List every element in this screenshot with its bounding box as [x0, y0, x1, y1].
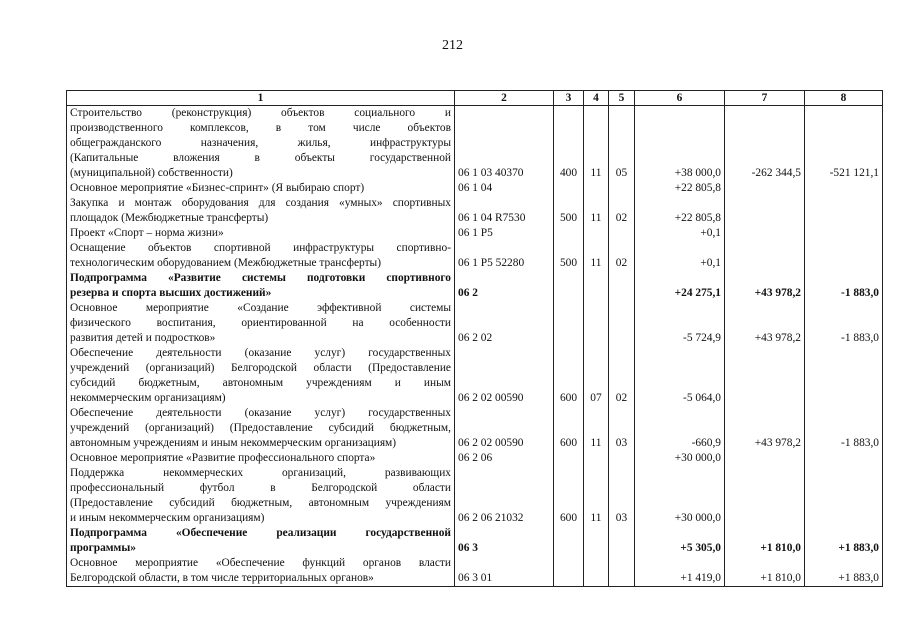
row-type-cell — [554, 451, 584, 466]
row-name-line: технологическим оборудованием (Межбюджетные трансферты) — [70, 257, 381, 269]
row-name-line: (Капитальные вложения в объекты государственной — [70, 152, 451, 164]
row-section-cell — [584, 556, 609, 587]
row-name-line: физического воспитания, ориентированной на особенности — [70, 317, 451, 329]
header-cell: 7 — [725, 91, 805, 106]
header-cell: 6 — [635, 91, 725, 106]
row-name-line: профессиональный футбол в Белгородской области — [70, 482, 451, 494]
table-row — [67, 271, 883, 301]
row-code-cell: 06 1 P5 — [455, 226, 554, 241]
row-name-line: учреждений (организаций) Белгородской области (Предоставление — [70, 362, 451, 374]
row-code-cell: 06 3 — [455, 526, 554, 556]
row-name-line: Поддержка некоммерческих организаций, развивающих — [70, 467, 451, 479]
row-code-cell: 06 2 06 21032 — [455, 466, 554, 526]
table-row — [67, 406, 883, 451]
row-value-col6: +0,1 — [635, 241, 725, 271]
row-value-col7 — [725, 346, 805, 406]
row-name-line: Основное мероприятие «Обеспечение функций органов власти — [70, 557, 451, 569]
row-name-line: Обеспечение деятельности (оказание услуг) государственных — [70, 407, 451, 419]
header-cell: 5 — [609, 91, 635, 106]
row-type-cell: 600 — [554, 406, 584, 451]
header-cell: 8 — [805, 91, 883, 106]
header-cell: 1 — [67, 91, 455, 106]
row-name-line: программы» — [70, 542, 136, 554]
header-row — [67, 91, 883, 106]
row-section-cell: 11 — [584, 466, 609, 526]
table-row — [67, 226, 883, 241]
row-type-cell: 500 — [554, 196, 584, 226]
row-value-col6: +38 000,0 — [635, 106, 725, 182]
row-name-cell — [67, 196, 455, 226]
table-body — [67, 91, 883, 587]
row-value-col8: -1 883,0 — [805, 301, 883, 346]
row-name-line: Подпрограмма «Обеспечение реализации государственной — [70, 527, 451, 539]
table-row — [67, 301, 883, 346]
row-name-cell — [67, 226, 455, 241]
row-value-col8: -521 121,1 — [805, 106, 883, 182]
header-cell: 3 — [554, 91, 584, 106]
row-section-cell: 07 — [584, 346, 609, 406]
row-value-col6: +22 805,8 — [635, 181, 725, 196]
row-name-cell — [67, 526, 455, 556]
row-value-col7 — [725, 241, 805, 271]
row-name-line: Оснащение объектов спортивной инфраструктуры спортивно- — [70, 242, 451, 254]
table-row — [67, 346, 883, 406]
row-section-cell: 11 — [584, 196, 609, 226]
table-row — [67, 196, 883, 226]
row-value-col8 — [805, 466, 883, 526]
row-name-line: Основное мероприятие «Развитие профессионального спорта» — [70, 452, 376, 464]
row-subsection-cell — [609, 451, 635, 466]
row-section-cell: 11 — [584, 241, 609, 271]
row-section-cell — [584, 301, 609, 346]
row-section-cell: 11 — [584, 106, 609, 182]
row-code-cell: 06 2 02 00590 — [455, 346, 554, 406]
row-value-col6: +0,1 — [635, 226, 725, 241]
page-number: 212 — [442, 38, 463, 53]
row-type-cell — [554, 526, 584, 556]
row-name-line: (муниципальной) собственности) — [70, 167, 233, 179]
table-row — [67, 556, 883, 587]
row-value-col6: -5 064,0 — [635, 346, 725, 406]
row-name-line: Подпрограмма «Развитие системы подготовки спортивного — [70, 272, 451, 284]
row-value-col8 — [805, 196, 883, 226]
row-value-col8 — [805, 181, 883, 196]
row-name-line: производственного комплексов, в том числе объектов — [70, 122, 451, 134]
row-name-cell — [67, 271, 455, 301]
row-value-col6: +5 305,0 — [635, 526, 725, 556]
row-value-col7 — [725, 181, 805, 196]
row-name-line: (Предоставление субсидий бюджетным, автономным учреждениям — [70, 497, 451, 509]
row-name-line: субсидий бюджетным, автономным учреждениям и иным — [70, 377, 451, 389]
row-subsection-cell — [609, 226, 635, 241]
row-type-cell: 500 — [554, 241, 584, 271]
row-name-cell — [67, 241, 455, 271]
row-name-line: учреждений (организаций) (Предоставление субсидий бюджетным, — [70, 422, 451, 434]
row-section-cell: 11 — [584, 406, 609, 451]
budget-table — [66, 90, 883, 587]
row-name-line: резерва и спорта высших достижений» — [70, 287, 272, 299]
row-value-col7: +43 978,2 — [725, 406, 805, 451]
row-value-col7 — [725, 451, 805, 466]
row-name-line: Основное мероприятие «Создание эффективной системы — [70, 302, 451, 314]
row-subsection-cell — [609, 271, 635, 301]
row-section-cell — [584, 226, 609, 241]
row-code-cell: 06 3 01 — [455, 556, 554, 587]
row-subsection-cell: 02 — [609, 196, 635, 226]
row-name-line: Проект «Спорт – норма жизни» — [70, 227, 224, 239]
row-subsection-cell: 05 — [609, 106, 635, 182]
row-code-cell: 06 2 02 — [455, 301, 554, 346]
row-subsection-cell: 03 — [609, 406, 635, 451]
row-code-cell: 06 1 04 — [455, 181, 554, 196]
table-row — [67, 106, 883, 182]
row-value-col6: -660,9 — [635, 406, 725, 451]
row-name-cell — [67, 181, 455, 196]
row-section-cell — [584, 271, 609, 301]
row-value-col7: +1 810,0 — [725, 526, 805, 556]
row-name-cell — [67, 106, 455, 182]
row-name-line: Обеспечение деятельности (оказание услуг) государственных — [70, 347, 451, 359]
row-value-col7: -262 344,5 — [725, 106, 805, 182]
row-name-cell — [67, 556, 455, 587]
row-value-col6: +24 275,1 — [635, 271, 725, 301]
table-row — [67, 241, 883, 271]
row-value-col6: +1 419,0 — [635, 556, 725, 587]
row-section-cell — [584, 181, 609, 196]
row-value-col8: -1 883,0 — [805, 406, 883, 451]
row-name-cell — [67, 301, 455, 346]
row-type-cell — [554, 301, 584, 346]
row-type-cell — [554, 271, 584, 301]
row-code-cell: 06 1 04 R7530 — [455, 196, 554, 226]
header-cell: 2 — [455, 91, 554, 106]
row-value-col8: +1 883,0 — [805, 556, 883, 587]
row-name-line: и иным некоммерческим организациям) — [70, 512, 265, 524]
row-value-col8: -1 883,0 — [805, 271, 883, 301]
row-type-cell: 600 — [554, 346, 584, 406]
row-value-col7: +43 978,2 — [725, 271, 805, 301]
row-type-cell — [554, 181, 584, 196]
table-row — [67, 181, 883, 196]
row-value-col8 — [805, 346, 883, 406]
row-code-cell: 06 2 02 00590 — [455, 406, 554, 451]
row-name-line: площадок (Межбюджетные трансферты) — [70, 212, 269, 224]
row-value-col8: +1 883,0 — [805, 526, 883, 556]
row-value-col7 — [725, 226, 805, 241]
row-subsection-cell — [609, 526, 635, 556]
row-name-line: Закупка и монтаж оборудования для создания «умных» спортивных — [70, 197, 451, 209]
row-value-col6: +22 805,8 — [635, 196, 725, 226]
row-code-cell: 06 1 03 40370 — [455, 106, 554, 182]
row-code-cell: 06 2 06 — [455, 451, 554, 466]
row-value-col8 — [805, 451, 883, 466]
row-type-cell — [554, 226, 584, 241]
row-value-col7 — [725, 196, 805, 226]
row-value-col6: +30 000,0 — [635, 466, 725, 526]
row-value-col7 — [725, 466, 805, 526]
row-name-line: некоммерческим организациям) — [70, 392, 226, 404]
row-subsection-cell — [609, 181, 635, 196]
row-name-line: Белгородской области, в том числе территориальных органов» — [70, 572, 374, 584]
row-name-cell — [67, 466, 455, 526]
row-subsection-cell: 02 — [609, 346, 635, 406]
row-value-col6: +30 000,0 — [635, 451, 725, 466]
row-name-line: Основное мероприятие «Бизнес-спринт» (Я выбираю спорт) — [70, 182, 365, 194]
row-name-cell — [67, 451, 455, 466]
row-name-line: Строительство (реконструкция) объектов социального и — [70, 107, 451, 119]
row-type-cell — [554, 556, 584, 587]
row-value-col6: -5 724,9 — [635, 301, 725, 346]
table-row — [67, 526, 883, 556]
row-value-col7: +1 810,0 — [725, 556, 805, 587]
row-section-cell — [584, 451, 609, 466]
row-value-col7: +43 978,2 — [725, 301, 805, 346]
row-value-col8 — [805, 241, 883, 271]
row-name-line: развития детей и подростков» — [70, 332, 216, 344]
row-subsection-cell — [609, 556, 635, 587]
row-subsection-cell: 03 — [609, 466, 635, 526]
table-row — [67, 451, 883, 466]
header-cell: 4 — [584, 91, 609, 106]
row-code-cell: 06 2 — [455, 271, 554, 301]
table-row — [67, 466, 883, 526]
row-name-line: автономным учреждениям и иным некоммерческим организациям) — [70, 437, 397, 449]
row-value-col8 — [805, 226, 883, 241]
row-name-cell — [67, 406, 455, 451]
row-name-line: общегражданского назначения, жилья, инфраструктуры — [70, 137, 451, 149]
row-name-cell — [67, 346, 455, 406]
row-section-cell — [584, 526, 609, 556]
row-type-cell: 400 — [554, 106, 584, 182]
row-type-cell: 600 — [554, 466, 584, 526]
row-code-cell: 06 1 P5 52280 — [455, 241, 554, 271]
row-subsection-cell: 02 — [609, 241, 635, 271]
row-subsection-cell — [609, 301, 635, 346]
